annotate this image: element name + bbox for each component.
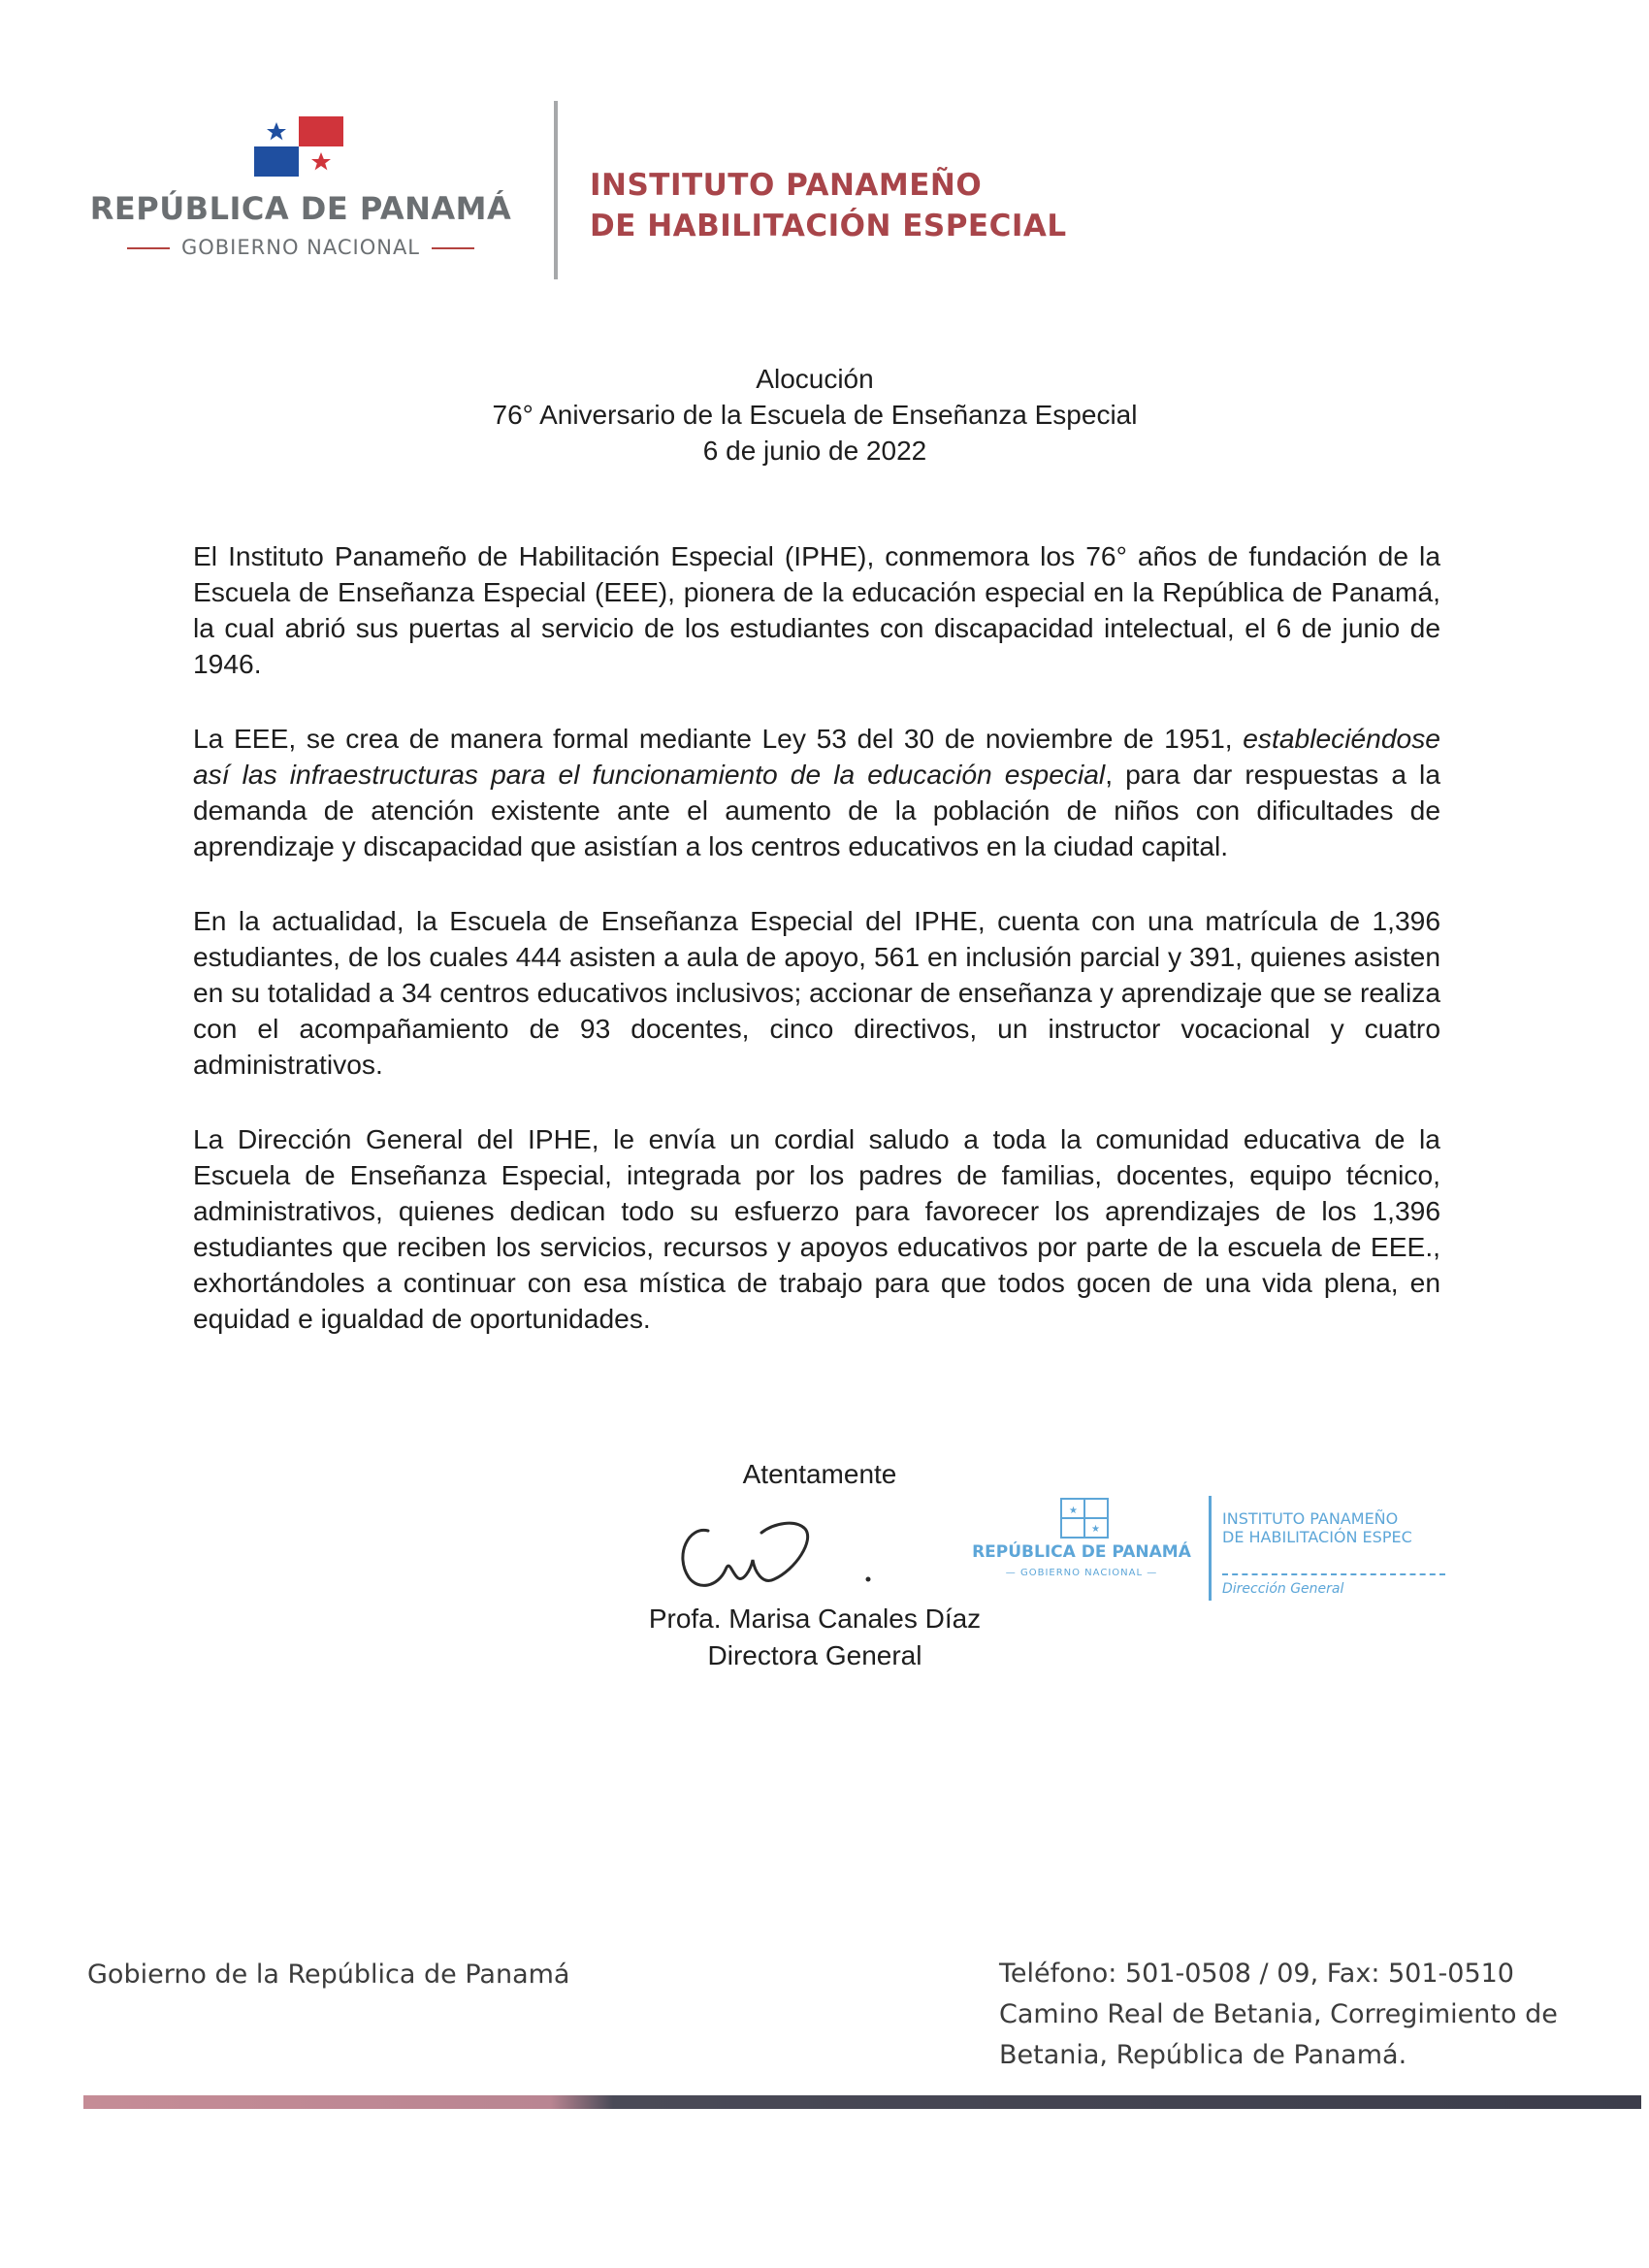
paragraph-2 [193, 721, 1440, 864]
stamp-institute-line-2: DE HABILITACIÓN ESPEC [1222, 1528, 1412, 1546]
letterhead [0, 0, 1649, 291]
paragraph-2-end: , para dar respuestas a la demanda de atención existente ante el aumento de la población de niños con dificultades de aprendizaje y discapacidad que asistían a los centros educativos en la ciudad capital. [193, 759, 1440, 861]
stamp-institute [1222, 1509, 1412, 1546]
signatory-position: Directora General [707, 1640, 922, 1670]
dash-left [127, 247, 170, 249]
footer-government: Gobierno de la República de Panamá [87, 1960, 570, 1990]
footer-contact [999, 1954, 1558, 2076]
government-label [78, 236, 524, 259]
title-line-2: 76° Aniversario de la Escuela de Enseñanza Especial [492, 400, 1138, 430]
paragraph-2-italic: estableciéndose así las infraestructuras para el funcionamiento de la educación especial [193, 723, 1440, 790]
paragraph-1: El Instituto Panameño de Habilitación Especial (IPHE), conmemora los 76° años de fundación de la Escuela de Enseñanza Especial (EEE), pionera de la educación especial en la República de Panamá, la cual abrió sus puertas al servicio de los estudiantes con discapacidad intelectual, el 6 de junio de 1946. [193, 540, 1440, 679]
letter-body [193, 538, 1440, 1376]
footer-address-2: Betania, República de Panamá. [999, 2040, 1407, 2070]
header-divider [554, 101, 558, 279]
signatory-name: Profa. Marisa Canales Díaz [648, 1604, 982, 1634]
stamp-divider [1209, 1496, 1212, 1601]
stamp-office: Dirección General [1222, 1581, 1344, 1597]
footer-phone: Teléfono: 501-0508 / 09, Fax: 501-0510 [999, 1959, 1514, 1989]
handwritten-signature [669, 1502, 892, 1608]
paragraph-4: La Dirección General del IPHE, le envía un cordial saludo a toda la comunidad educativa de la Escuela de Enseñanza Especial, integrada por los padres de familias, docentes, equipo técnico, administrativos, quienes dedican todo su esfuerzo para favorecer los aprendizajes de los 1,396 estudiantes que reciben los servicios, recursos y apoyos educativos por parte de la escuela de EEE., exhortándoles a continuar con esa mística de trabajo para que todos gocen de una vida plena, en equidad e igualdad de oportunidades. [193, 1123, 1440, 1334]
stamp-flag-icon [1060, 1498, 1109, 1539]
institute-name [590, 165, 1067, 246]
stamp-country: REPÚBLICA DE PANAMÁ [972, 1542, 1191, 1562]
government-text: GOBIERNO NACIONAL [180, 236, 421, 259]
country-name: REPÚBLICA DE PANAMÁ [89, 190, 512, 227]
title-line-1: Alocución [756, 364, 874, 394]
institute-line-2: DE HABILITACIÓN ESPECIAL [590, 209, 1067, 243]
svg-text:★: ★ [1069, 1506, 1078, 1516]
stamp-government: — GOBIERNO NACIONAL — [1005, 1568, 1158, 1578]
paragraph-3: En la actualidad, la Escuela de Enseñanza Especial del IPHE, cuenta con una matrícula de 1,396 estudiantes, de los cuales 444 asisten a aula de apoyo, 561 en inclusión parcial y 391, quienes asisten en su totalidad a 34 centros educativos inclusivos; accionar de enseñanza y aprendizaje que se realiza con el acompañamiento de 93 docentes, cinco directivos, un instructor vocacional y cuatro administrativos. [193, 905, 1440, 1080]
signatory [582, 1601, 1048, 1674]
footer-stripe [83, 2095, 1641, 2109]
closing-text: Atentamente [742, 1459, 897, 1489]
footer-address-1: Camino Real de Betania, Corregimiento de [999, 1999, 1558, 2029]
panama-flag-icon [254, 116, 343, 177]
title-date: 6 de junio de 2022 [702, 436, 927, 466]
svg-text:★: ★ [1091, 1524, 1100, 1535]
dash-right [432, 247, 474, 249]
stamp-rule [1222, 1573, 1445, 1575]
stamp-institute-line-1: INSTITUTO PANAMEÑO [1222, 1509, 1399, 1528]
institute-line-1: INSTITUTO PANAMEÑO [590, 168, 983, 203]
official-stamp [960, 1494, 1465, 1610]
paragraph-2-start: La EEE, se crea de manera formal mediante Ley 53 del 30 de noviembre de 1951, [193, 723, 1233, 754]
document-title [194, 361, 1436, 469]
